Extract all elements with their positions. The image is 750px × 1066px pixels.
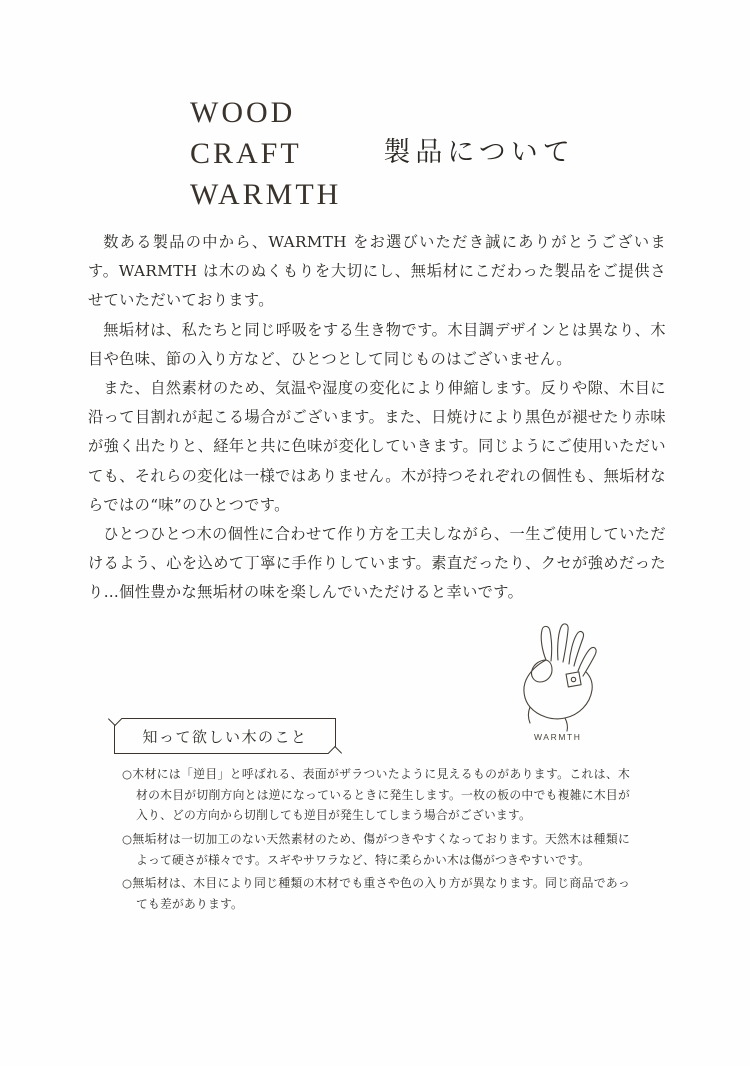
notice-list	[122, 764, 630, 917]
paragraph: また、自然素材のため、気温や湿度の変化により伸縮します。反りや隙、木目に沿って目割れが起こる場合がございます。また、日焼けにより黒色が褪せたり赤味が強く出たりと、経年と共に色味が変化していきます。同じようにご使用いただいても、それらの変化は一様ではありません。木が持つそれぞれの個性も、無垢材ならではの“味”のひとつです。	[88, 378, 666, 514]
list-item	[122, 829, 630, 870]
notice-heading: 知って欲しい木のこと	[114, 718, 336, 754]
document-header	[0, 92, 750, 215]
paragraph: 数ある製品の中から、WARMTH をお選びいただき誠にありがとうございます。WARMTH は木のぬくもりを大切にし、無垢材にこだわった製品をご提供させていただいております。	[88, 233, 666, 310]
brand-line-3: WARMTH	[190, 178, 342, 212]
list-item-text: 無垢材は一切加工のない天然素材のため、傷がつきやすくなっております。天然木は種類によって硬さが様々です。スギやサワラなど、特に柔らかい木は傷がつきやすいです。	[132, 831, 630, 867]
list-item	[122, 873, 630, 914]
bullet-mark: ○	[122, 767, 133, 781]
body-copy	[88, 228, 666, 607]
page-title: 製品について	[383, 137, 575, 168]
paragraph: ひとつひとつ木の個性に合わせて作り方を工夫しながら、一生ご使用していただけるよう、心を込めて丁寧に手作りしています。素直だったり、クセが強めだったり…個性豊かな無垢材の味を楽しんでいただけると幸いです。	[88, 524, 666, 602]
bullet-mark: ○	[122, 831, 133, 846]
brand-line-1: WOOD	[190, 96, 296, 129]
illustration-caption: WARMTH	[534, 732, 582, 742]
brand-line-2: CRAFT	[190, 137, 302, 171]
brand-logo	[190, 92, 341, 215]
list-item-text: 無垢材は、木目により同じ種類の木材でも重さや色の入り方が異なります。同じ商品であっても差があります。	[132, 876, 630, 911]
paragraph: 無垢材は、私たちと同じ呼吸をする生き物です。木目調デザインとは異なり、木目や色味、節の入り方など、ひとつとして同じものはございません。	[88, 320, 666, 368]
bullet-mark: ○	[122, 876, 133, 890]
hand-ok-sign-illustration	[468, 616, 618, 751]
list-item	[122, 764, 630, 826]
list-item-text: 木材には「逆目」と呼ばれる、表面がザラついたように見えるものがあります。これは、木材の木目が切削方向とは逆になっているときに発生します。一枚の板の中でも複雑に木目が入り、どの方向から切削しても逆目が発生してしまう場合がございます。	[132, 767, 630, 823]
